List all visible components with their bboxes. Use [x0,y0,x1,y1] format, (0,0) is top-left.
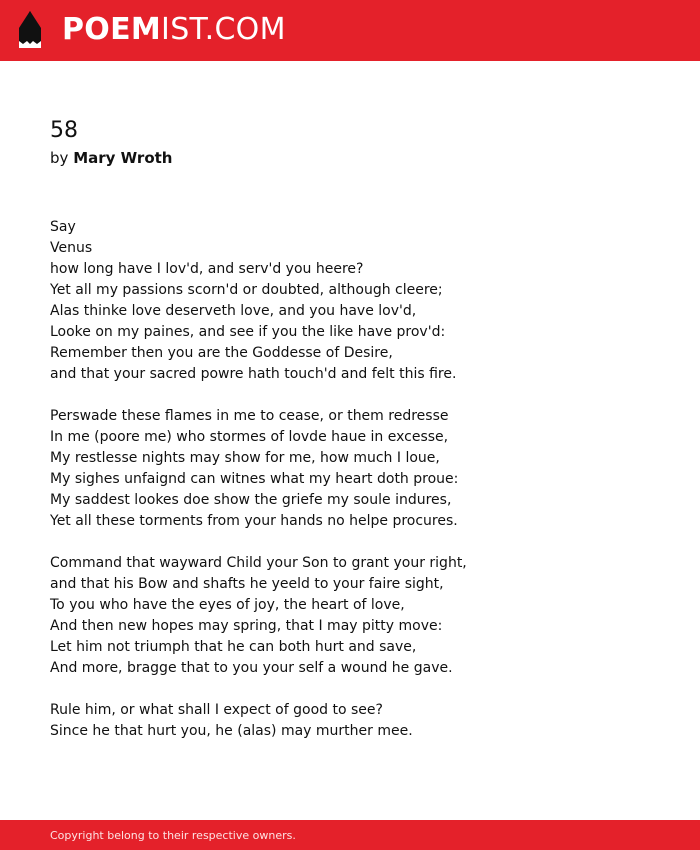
poem-line: and that his Bow and shafts he yeeld to your faire sight, [50,576,444,592]
poem-line: Rule him, or what shall I expect of good to see? [50,702,383,718]
pencil-icon[interactable] [18,10,42,50]
poem-line: Yet all these torments from your hands no helpe procures. [50,513,458,529]
poem-line: Say [50,219,76,235]
poem-line: My sighes unfaignd can witnes what my heart doth proue: [50,471,459,487]
poem-line: Remember then you are the Goddesse of Desire, [50,345,393,361]
poem-line: My restlesse nights may show for me, how much I loue, [50,450,440,466]
logo-bold-text: POEM [62,12,162,47]
poem-line: Since he that hurt you, he (alas) may murther mee. [50,723,413,739]
stanza-break [50,679,670,700]
by-label: by [50,149,69,167]
poem-line: To you who have the eyes of joy, the heart of love, [50,597,405,613]
poem-title: 58 [50,118,78,143]
stanza-break [50,532,670,553]
poem-line: Perswade these flames in me to cease, or them redresse [50,408,449,424]
site-logo[interactable] [62,11,286,49]
poem-content [50,116,670,742]
poem-author: Mary Wroth [73,149,173,167]
poem-line: Yet all my passions scorn'd or doubted, although cleere; [50,282,443,298]
site-header [0,0,700,61]
poem-line: how long have I lov'd, and serv'd you heere? [50,261,364,277]
poem-line: And more, bragge that to you your self a wound he gave. [50,660,453,676]
poem-line: and that your sacred powre hath touch'd and felt this fire. [50,366,457,382]
stanza-break [50,385,670,406]
poem-line: Looke on my paines, and see if you the like have prov'd: [50,324,446,340]
poem-line: In me (poore me) who stormes of lovde haue in excesse, [50,429,449,445]
poem-byline [50,146,670,170]
poem-line: Alas thinke love deserveth love, and you have lov'd, [50,303,417,319]
logo-light-text: IST.COM [161,12,286,47]
site-footer [0,820,700,850]
poem-line: Venus [50,240,93,256]
copyright-text: Copyright belong to their respective owners. [50,829,296,842]
poem-line: My saddest lookes doe show the griefe my soule indures, [50,492,452,508]
poem-line: And then new hopes may spring, that I may pitty move: [50,618,443,634]
poem-line: Command that wayward Child your Son to grant your right, [50,555,467,571]
poem-line: Let him not triumph that he can both hurt and save, [50,639,417,655]
poem-body [50,217,670,742]
